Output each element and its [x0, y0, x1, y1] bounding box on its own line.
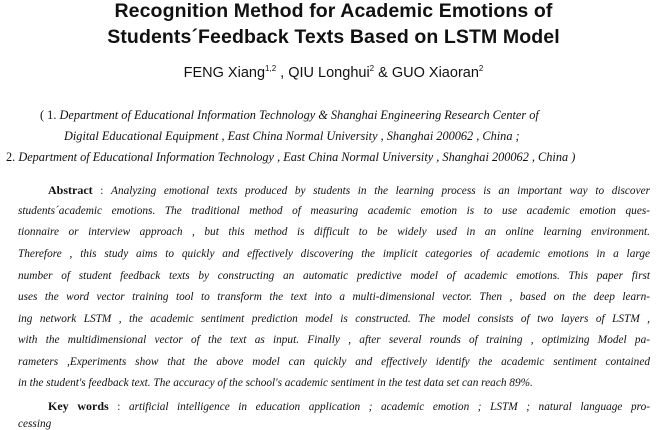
affiliation-number: ( 1.	[40, 108, 57, 122]
affiliation-text: Department of Educational Information Technology & Shanghai Engineering Research Center of	[59, 108, 539, 122]
affiliation-line-3	[6, 150, 575, 165]
abstract-line	[48, 183, 650, 198]
abstract-line: in the student's feedback text. The accuracy of the school's academic sentiment in the test data set can reach 89%.	[18, 377, 533, 389]
author-affiliation-marker: 2	[369, 64, 375, 73]
abstract-line: number of student feedback texts by constructing an automatic predictive model of academic emotions. This paper first	[18, 270, 650, 282]
keywords-line	[48, 399, 650, 414]
author-name: GUO Xiaoran	[391, 65, 479, 81]
affiliation-line-2	[64, 129, 520, 144]
abstract-line: ing network LSTM , the academic sentiment prediction model is constructed. The model consists of two layers of LSTM ,	[18, 313, 650, 325]
abstract-line: tionnaire or interview approach , but this method is difficult to be widely used in an online learning environment.	[18, 226, 650, 238]
keywords-colon: :	[108, 401, 129, 413]
abstract-line: Therefore , this study aims to quickly and effectively discovering the implicit categories of academic emotions in a large	[18, 248, 650, 260]
abstract-line: uses the word vector training tool to transform the text into a multi-dimensional vector. Then , based on the deep learn-	[18, 291, 650, 303]
abstract-line: with the multidimensional vector of the text as input. Finally , after several rounds of training , optimizing Model pa-	[18, 334, 650, 346]
keywords-label: Key words	[48, 399, 109, 413]
abstract-line: rameters ,Experiments show that the above model can quickly and effectively identify the academic sentiment contained	[18, 356, 650, 368]
abstract-colon: :	[92, 185, 112, 197]
author-affiliation-marker: 2	[478, 64, 484, 73]
author-list	[0, 65, 667, 81]
abstract-label: Abstract	[48, 183, 93, 197]
keywords-text: artificial intelligence in education application ; academic emotion ; LSTM ; natural language pro-	[128, 401, 650, 413]
keywords-line: cessing	[18, 418, 52, 430]
affiliation-number: 2.	[6, 150, 16, 164]
author-separator: &	[374, 65, 392, 81]
author-name: FENG Xiang	[183, 65, 266, 81]
author-separator: ,	[276, 65, 289, 81]
author-name: QIU Longhui	[288, 65, 370, 81]
abstract-text: Analyzing emotional texts produced by students in the learning process is an important way to discover	[111, 185, 650, 197]
paper-title-line-1: Recognition Method for Academic Emotions of	[114, 0, 553, 22]
abstract-line: students´academic emotions. The traditional method of measuring academic emotion is to use academic emotion ques-	[18, 205, 650, 217]
affiliation-line-1	[40, 108, 539, 123]
affiliation-text: Department of Educational Information Technology , East China Normal University , Shanghai 200062 , China )	[18, 150, 576, 164]
paper-title-line-2: Students´Feedback Texts Based on LSTM Model	[107, 26, 560, 48]
author-affiliation-marker: 1,2	[265, 64, 277, 73]
affiliation-text: Digital Educational Equipment , East China Normal University , Shanghai 200062 , China ;	[64, 129, 520, 143]
